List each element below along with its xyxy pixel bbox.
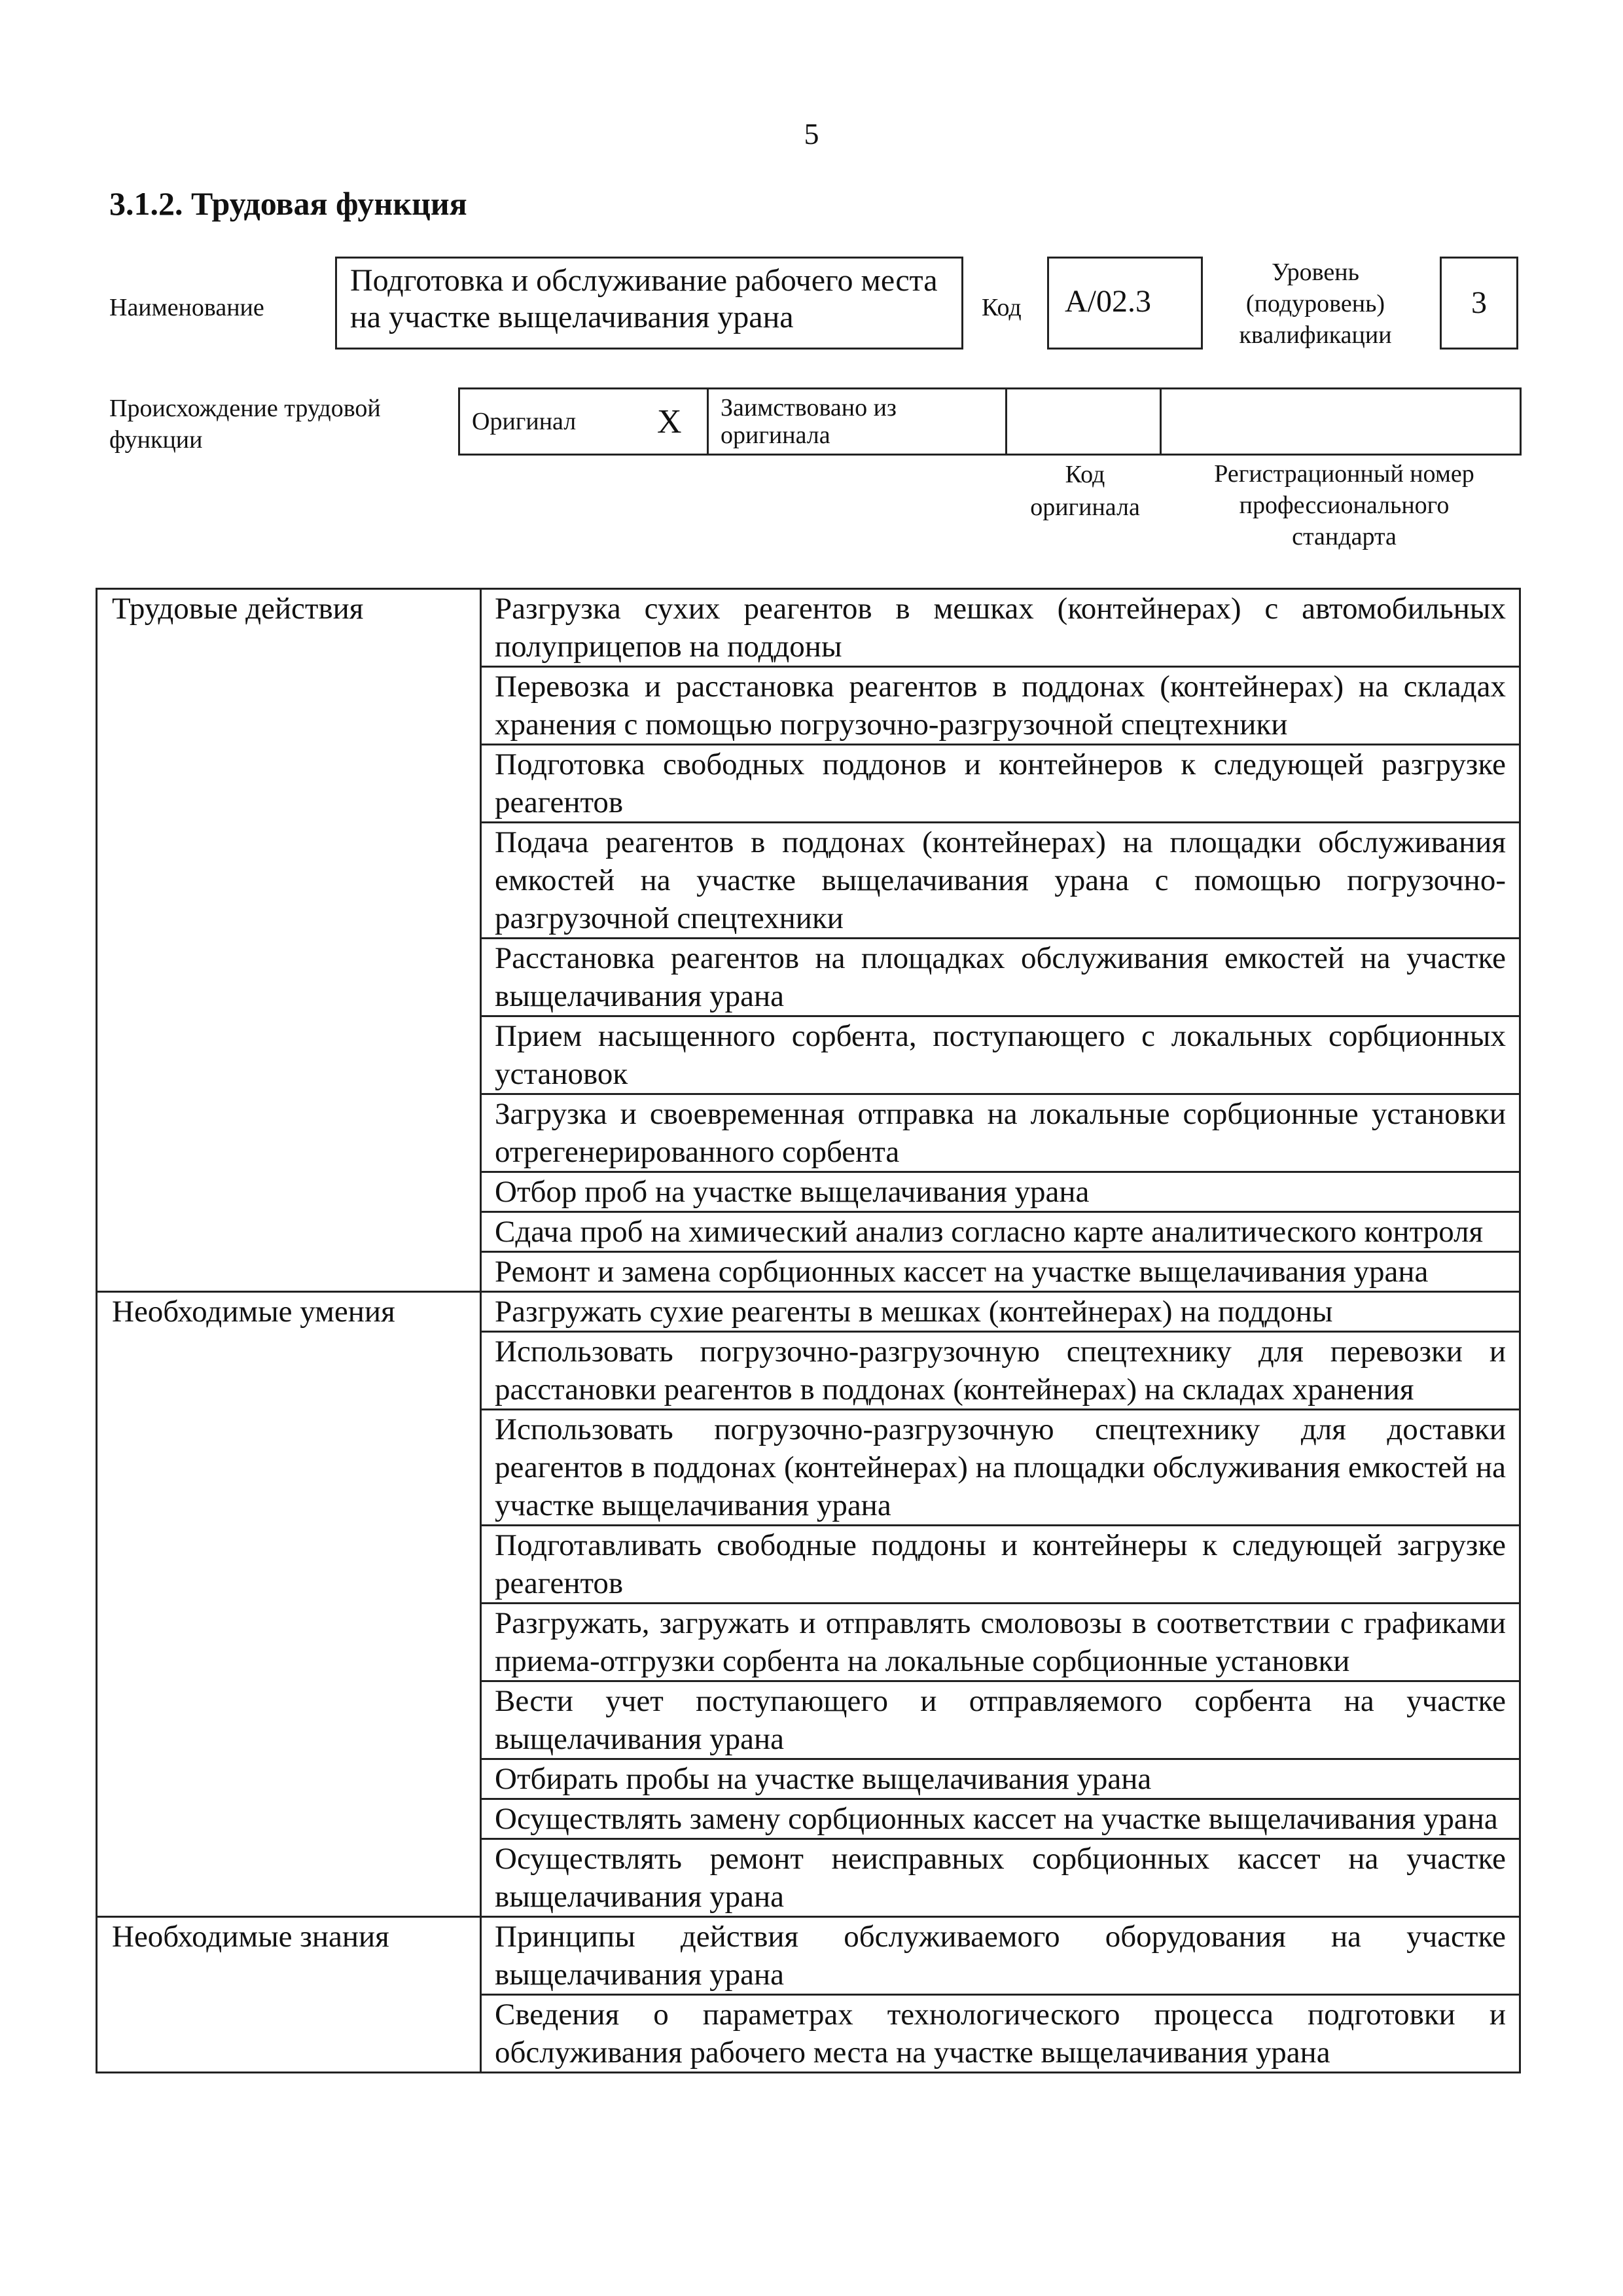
table-row — [97, 589, 1520, 667]
qualification-level-label — [1217, 257, 1414, 351]
borrowed-label: Заимствовано из оригинала — [708, 389, 1007, 455]
original-label: Оригинал — [459, 389, 632, 455]
labor-function-table — [96, 588, 1521, 2073]
table-item: Использовать погрузочно-разгрузочную спецтехнику для доставки реагентов в поддонах (контейнерах) на площадки обслуживания емкостей на участке выщелачивания урана — [481, 1410, 1520, 1526]
original-code-caption — [1005, 458, 1165, 524]
reg-caption-line-1: Регистрационный номер — [1214, 460, 1474, 488]
original-mark: X — [632, 389, 708, 455]
table-item: Прием насыщенного сорбента, поступающего с локальных сорбционных установок — [481, 1016, 1520, 1094]
code-caption-line-1: Код — [1065, 461, 1105, 488]
table-item: Перевозка и расстановка реагентов в поддонах (контейнерах) на складах хранения с помощью погрузочно-разгрузочной спецтехники — [481, 667, 1520, 745]
level-label-line-2: (подуровень) — [1245, 290, 1385, 317]
origin-table — [458, 387, 1522, 456]
category-label: Трудовые действия — [97, 589, 481, 1292]
table-item: Подготавливать свободные поддоны и контейнеры к следующей загрузке реагентов — [481, 1526, 1520, 1604]
table-row — [97, 1917, 1520, 1995]
table-item: Разгружать, загружать и отправлять смоловозы в соответствии с графиками приема-отгрузки сорбента на локальные сорбционные установки — [481, 1604, 1520, 1681]
level-label-line-1: Уровень — [1272, 259, 1359, 286]
origin-label: Происхождение трудовой функции — [109, 395, 381, 454]
labor-function-table-body — [97, 589, 1520, 2073]
table-item: Отбор проб на участке выщелачивания урана — [481, 1172, 1520, 1212]
code-value-box: А/02.3 — [1047, 257, 1203, 350]
table-item: Принципы действия обслуживаемого оборудования на участке выщелачивания урана — [481, 1917, 1520, 1995]
table-item: Разгрузка сухих реагентов в мешках (контейнерах) с автомобильных полуприцепов на поддоны — [481, 589, 1520, 667]
table-item: Ремонт и замена сорбционных кассет на участке выщелачивания урана — [481, 1252, 1520, 1292]
registration-number-caption — [1168, 458, 1521, 552]
qualification-level-box: 3 — [1440, 257, 1518, 350]
table-item: Расстановка реагентов на площадках обслуживания емкостей на участке выщелачивания урана — [481, 939, 1520, 1016]
table-item: Сведения о параметрах технологического процесса подготовки и обслуживания рабочего места на участке выщелачивания урана — [481, 1995, 1520, 2073]
table-item: Разгружать сухие реагенты в мешках (контейнерах) на поддоны — [481, 1292, 1520, 1332]
table-item: Подача реагентов в поддонах (контейнерах) на площадки обслуживания емкостей на участке выщелачивания урана с помощью погрузочно-разгрузочной спецтехники — [481, 823, 1520, 939]
level-label-line-3: квалификации — [1239, 321, 1392, 349]
table-item: Вести учет поступающего и отправляемого сорбента на участке выщелачивания урана — [481, 1681, 1520, 1759]
borrowed-code-cell — [1007, 389, 1161, 455]
table-item: Загрузка и своевременная отправка на локальные сорбционные установки отрегенерированного сорбента — [481, 1094, 1520, 1172]
table-item: Сдача проб на химический анализ согласно карте аналитического контроля — [481, 1212, 1520, 1252]
table-item: Подготовка свободных поддонов и контейнеров к следующей разгрузке реагентов — [481, 745, 1520, 823]
borrowed-reg-number-cell — [1161, 389, 1521, 455]
table-item: Осуществлять замену сорбционных кассет на участке выщелачивания урана — [481, 1799, 1520, 1839]
page-number: 5 — [804, 117, 819, 151]
table-item: Отбирать пробы на участке выщелачивания урана — [481, 1759, 1520, 1799]
reg-caption-line-3: стандарта — [1292, 523, 1397, 550]
code-label: Код — [982, 294, 1022, 321]
section-title: 3.1.2. Трудовая функция — [109, 185, 467, 222]
reg-caption-line-2: профессионального — [1239, 492, 1450, 519]
table-item: Осуществлять ремонт неисправных сорбционных кассет на участке выщелачивания урана — [481, 1839, 1520, 1917]
table-row — [97, 1292, 1520, 1332]
category-label: Необходимые умения — [97, 1292, 481, 1917]
code-caption-line-2: оригинала — [1030, 493, 1140, 521]
table-item: Использовать погрузочно-разгрузочную спецтехнику для перевозки и расстановки реагентов в поддонах (контейнерах) на складах хранения — [481, 1332, 1520, 1410]
name-label: Наименование — [109, 294, 264, 321]
name-value-box: Подготовка и обслуживание рабочего места на участке выщелачивания урана — [335, 257, 963, 350]
category-label: Необходимые знания — [97, 1917, 481, 2073]
